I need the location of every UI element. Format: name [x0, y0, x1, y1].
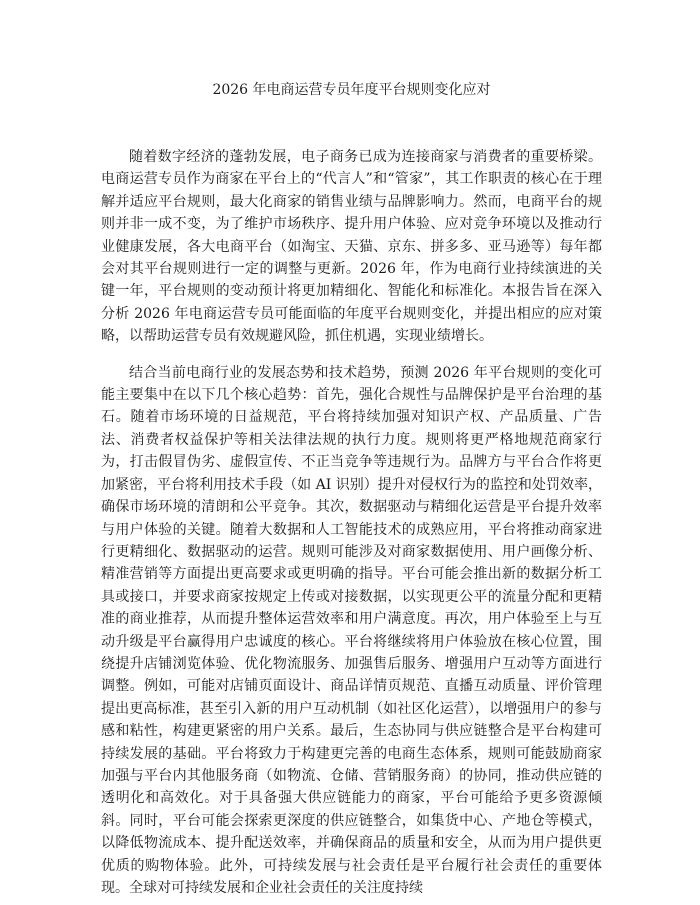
body-paragraph-trends: 结合当前电商行业的发展态势和技术趋势，预测 2026 年平台规则的变化可能主要集中在以下几个核心趋势：首先，强化合规性与品牌保护是平台治理的基石。随着市场环境的日益规范，平台将持续加强对知识产权、产品质量、广告法、消费者权益保护等相关法律法规的执行力度。规则将更严格地规范商家行为，打击假冒伪劣、虚假宣传、不正当竞争等违规行为。品牌方与平台合作将更加紧密，平台将利用技术手段（如 AI 识别）提升对侵权行为的监控和处罚效率，确保市场环境的清朗和公平竞争。其次，数据驱动与精细化运营是平台提升效率与用户体验的关键。随着大数据和人工智能技术的成熟应用，平台将推动商家进行更精细化、数据驱动的运营。规则可能涉及对商家数据使用、用户画像分析、精准营销等方面提出更高要求或更明确的指导。平台可能会推出新的数据分析工具或接口，并要求商家按规定上传或对接数据，以实现更公平的流量分配和更精准的商业推荐，从而提升整体运营效率和用户满意度。再次，用户体验至上与互动升级是平台赢得用户忠诚度的核心。平台将继续将用户体验放在核心位置，围绕提升店铺浏览体验、优化物流服务、加强售后服务、增强用户互动等方面进行调整。例如，可能对店铺页面设计、商品详情页规范、直播互动质量、评价管理提出更高标准，甚至引入新的用户互动机制（如社区化运营），以增强用户的参与感和粘性，构建更紧密的用户关系。最后，生态协同与供应链整合是平台构建可持续发展的基础。平台将致力于构建更完善的电商生态体系，规则可能鼓励商家加强与平台内其他服务商（如物流、仓储、营销服务商）的协同，推动供应链的透明化和高效化。对于具备强大供应链能力的商家，平台可能给予更多资源倾斜。同时，平台可能会探索更深度的供应链整合，如集货中心、产地仓等模式，以降低物流成本、提升配送效率，并确保商品的质量和安全，从而为用户提供更优质的购物体验。此外，可持续发展与社会责任是平台履行社会责任的重要体现。全球对可持续发展和企业社会责任的关注度持续 [101, 364, 602, 896]
document-title: 2026 年电商运营专员年度平台规则变化应对 [212, 82, 491, 98]
body-paragraph-intro: 随着数字经济的蓬勃发展，电子商务已成为连接商家与消费者的重要桥梁。电商运营专员作为商家在平台上的“代言人”和“管家”，其工作职责的核心在于理解并适应平台规则，最大化商家的销售业绩与品牌影响力。然而，电商平台的规则并非一成不变，为了维护市场秩序、提升用户体验、应对竞争环境以及推动行业健康发展，各大电商平台（如淘宝、天猫、京东、拼多多、亚马逊等）每年都会对其平台规则进行一定的调整与更新。2026 年，作为电商行业持续演进的关键一年，平台规则的变动预计将更加精细化、智能化和标准化。本报告旨在深入分析 2026 年电商运营专员可能面临的年度平台规则变化，并提出相应的应对策略，以帮助运营专员有效规避风险，抓住机遇，实现业绩增长。 [101, 149, 602, 345]
